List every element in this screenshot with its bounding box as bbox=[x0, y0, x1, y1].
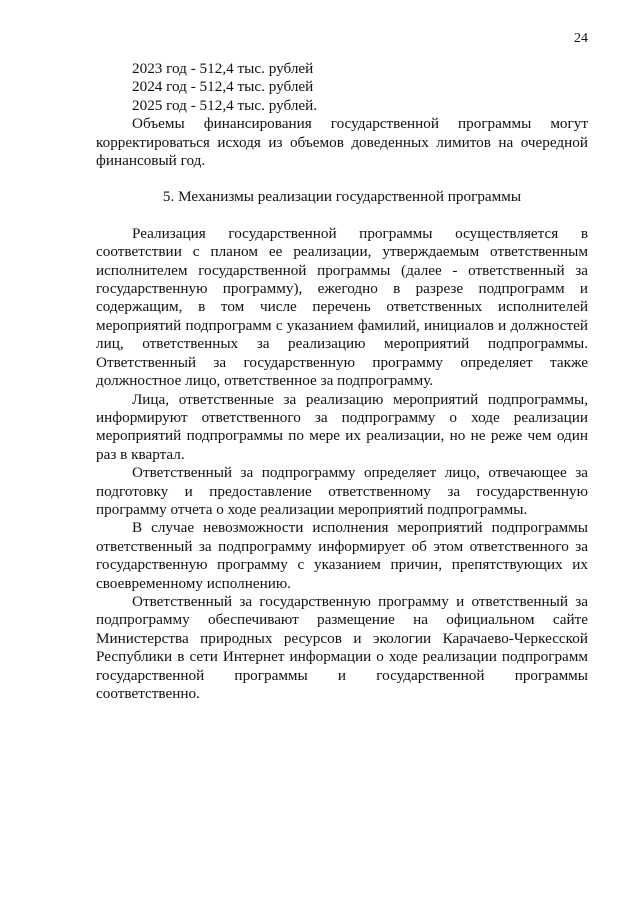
funding-line-2025: 2025 год - 512,4 тыс. рублей. bbox=[132, 96, 318, 114]
section-heading: 5. Механизмы реализации государственной программы bbox=[162, 188, 522, 206]
paragraph-responsible-persons: Лица, ответственные за реализацию мероприятий подпрограммы, информируют ответственного за подпрограмму о ходе реализации мероприятий подпрограммы по мере их реализации, но не реже чем один раз в квартал. bbox=[96, 390, 588, 463]
paragraph-implementation-plan: Реализация государственной программы осуществляется в соответствии с планом ее реализации, утверждаемым ответственным исполнителем государственной программы (далее - ответственный за государственную программу), ежегодно в разрезе подпрограмм и содержащим, в том числе перечень ответственных исполнителей мероприятий подпрограмм с указанием фамилий, инициалов и должностей лиц, ответственных за реализацию мероприятий подпрограммы. Ответственный за государственную программу определяет также должностное лицо, ответственное за подпрограмму. bbox=[96, 224, 588, 390]
paragraph-impossibility-notice: В случае невозможности исполнения мероприятий подпрограммы ответственный за подпрограмму информирует об этом ответственного за государственную программу с указанием причин, препятствующих их своевременному исполнению. bbox=[96, 519, 588, 592]
funding-line-2024: 2024 год - 512,4 тыс. рублей bbox=[132, 78, 314, 96]
funding-note: Объемы финансирования государственной программы могут корректироваться исходя из объемов доведенных лимитов на очередной финансовый год. bbox=[96, 115, 588, 170]
page-number: 24 bbox=[574, 31, 588, 46]
paragraph-website-publication: Ответственный за государственную программу и ответственный за подпрограмму обеспечивают размещение на официальном сайте Министерства природных ресурсов и экологии Карачаево-Черкесской Республики в сети Интернет информации о ходе реализации подпрограмм государственной программы и государственной программы соответственно. bbox=[96, 592, 588, 702]
paragraph-report-preparation: Ответственный за подпрограмму определяет лицо, отвечающее за подготовку и предоставление ответственному за государственную программу отчета о ходе реализации мероприятий подпрограммы. bbox=[96, 464, 588, 518]
page-content bbox=[96, 60, 588, 703]
funding-line-2023: 2023 год - 512,4 тыс. рублей bbox=[132, 60, 314, 77]
